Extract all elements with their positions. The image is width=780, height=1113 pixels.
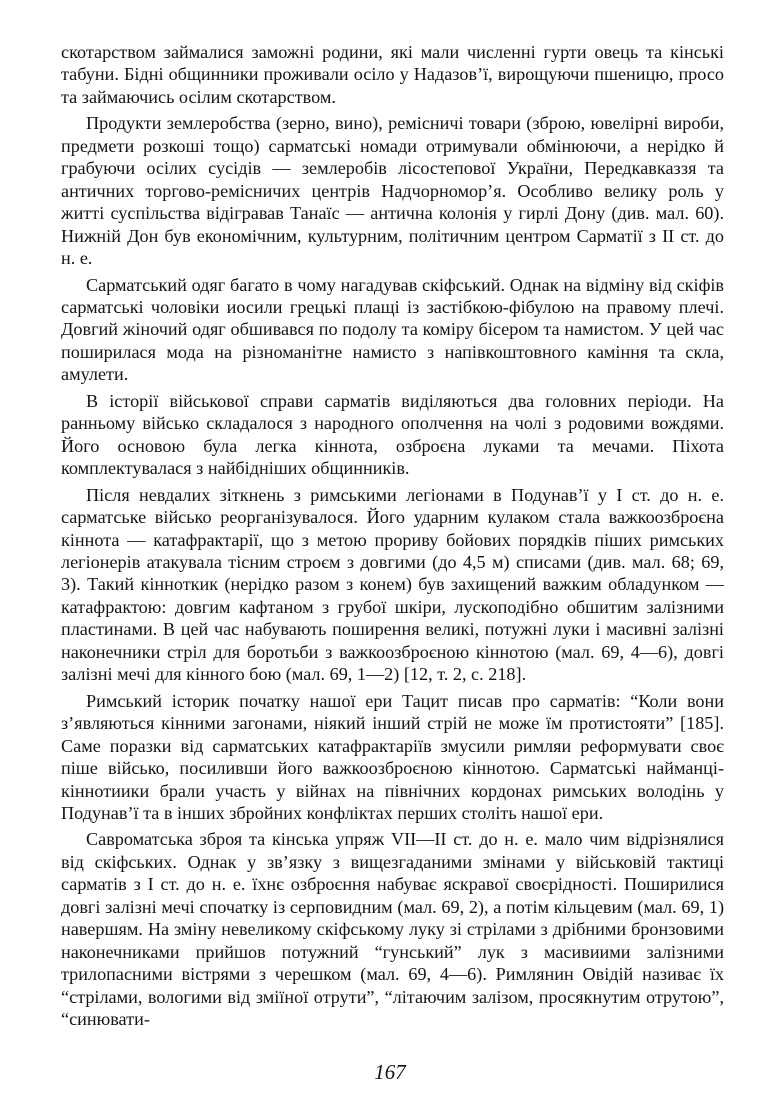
paragraph-7: Савроматська зброя та кінська упряж VII—II ст. до н. е. мало чим відрізнялися від скіфських. Однак у зв’язку з вищезгаданими змінами у військовій тактиці сарматів з I ст. до н. е. їхнє озброєння набуває яскравої своєрідності. Поширилися довгі залізні мечі спочатку із серповидним (мал. 69, 2), а потім кільцевим (мал. 69, 1) навершям. На зміну невеликому скіфському луку зі стрілами з дрібними бронзовими наконечниками прийшов потужний “гунський” лук з масивиими залізними трилопасними вістрями з черешком (мал. 69, 4—6). Римлянин Овідій називає їх “стрілами, вологими від зміїної отрути”, “літаючим залізом, просякнутим отрутою”, “синювати- [61, 829, 724, 1030]
body-text [61, 41, 724, 1030]
paragraph-5: Після невдалих зіткнень з римськими легіонами в Подунав’ї у I ст. до н. е. сарматське військо реорганізувалося. Його ударним кулаком стала важкоозброєна кіннота — катафрактарії, що з метою прориву бойових порядків піших римських легіонерів атакувала тісним строєм з довгими (до 4,5 м) списами (див. мал. 68; 69, 3). Такий кінноткик (нерідко разом з конем) був захищений важким обладунком — катафрактою: довгим кафтаном з грубої шкіри, лускоподібно обшитим залізними пластинами. В цей час набувають поширення великі, потужні луки і масивні залізні наконечники стріл для боротьби з важкоозброєною кіннотою (мал. 69, 4—6), довгі залізні мечі для кінного бою (мал. 69, 1—2) [12, т. 2, с. 218]. [61, 484, 724, 685]
paragraph-3: Сарматський одяг багато в чому нагадував скіфський. Однак на відміну від скіфів сарматські чоловіки иосили грецькі плащі із застібкою-фібулою на правому плечі. Довгий жіночий одяг обшивався по подолу та коміру бісером та намистом. У цей час поширилася мода на різноманітне намисто з напівкоштовного каміння та скла, амулети. [61, 274, 724, 385]
page-number: 167 [374, 1060, 406, 1084]
paragraph-1: скотарством займалися заможні родини, які мали численні гурти овець та кінські табуни. Бідні общинники проживали осіло у Надазов’ї, вирощуючи пшеницю, просо та займаючись осілим скотарством. [61, 42, 724, 107]
paragraph-4: В історії військової справи сарматів виділяються два головних періоди. На ранньому військо складалося з народного ополчення на чолі з родовими вождями. Його основою була легка кіннота, озброєна луками та мечами. Піхота комплектувалася з найбідніших общинників. [61, 390, 724, 479]
paragraph-2: Продукти землеробства (зерно, вино), ремісничі товари (зброю, ювелірні вироби, предмети розкоші тощо) сарматські номади отримували обмінюючи, а нерідко й грабуючи осілих сусідів — землеробів лісостепової України, Передкавказзя та античних торгово-ремісничих центрів Надчорномор’я. Особливо велику роль у житті суспільства відігравав Танаїс — антична колонія у гирлі Дону (див. мал. 60). Нижній Дон був економічним, культурним, політичним центром Сарматії з II ст. до н. е. [61, 113, 724, 269]
paragraph-6: Римський історик початку нашої ери Тацит писав про сарматів: “Коли вони з’являються кінними загонами, ніякий інший стрій не може їм протистояти” [185]. Саме поразки від сарматських катафрактаріїв змусили римляи реформувати своє піше військо, посиливши його важкоозброєною кіннотою. Сарматські найманці-кіннотиики брали участь у війнах на північних кордонах римських володінь у Подунав’ї та в інших збройних конфліктах перших століть нашої ери. [61, 690, 724, 823]
